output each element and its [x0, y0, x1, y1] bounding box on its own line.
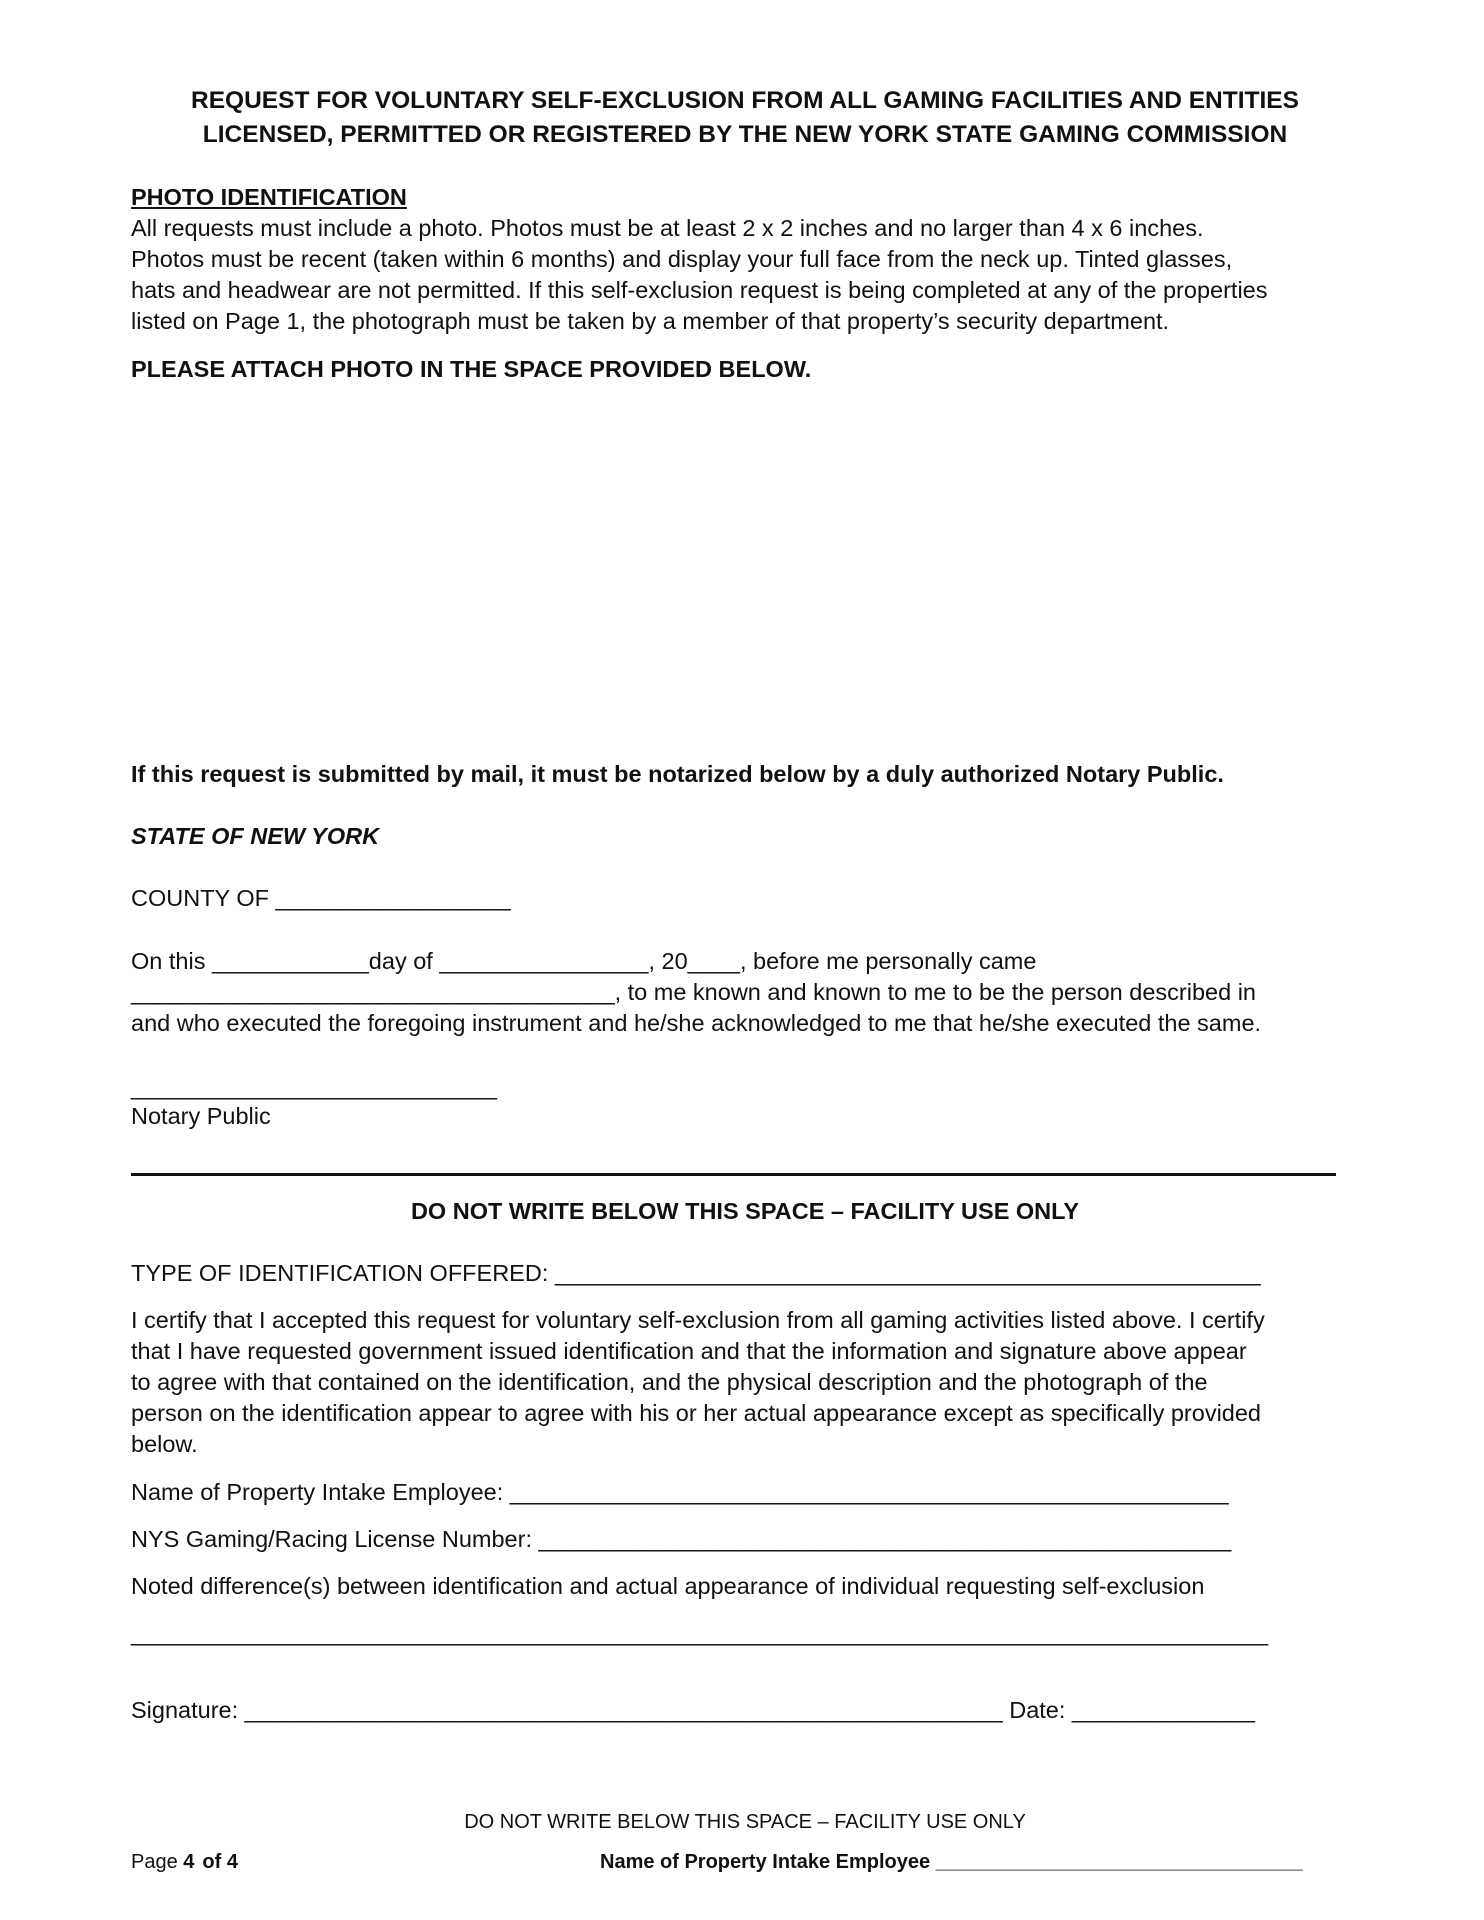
notary-public-label: Notary Public [131, 1103, 271, 1129]
page-prefix: Page [131, 1851, 184, 1873]
page-total: of 4 [202, 1851, 238, 1873]
photo-id-heading: PHOTO IDENTIFICATION [131, 184, 407, 210]
certification-line: below. [131, 1431, 198, 1457]
page-current: 4 [183, 1851, 195, 1873]
page-number [131, 1848, 238, 1876]
noted-differences-label: Noted difference(s) between identification and actual appearance of individual requesting self-exclusion [131, 1573, 1205, 1599]
facility-use-heading: DO NOT WRITE BELOW THIS SPACE – FACILITY USE ONLY [410, 1198, 1080, 1224]
footer-employee-label: Name of Property Intake Employee [600, 1851, 931, 1873]
certification-statement [131, 1305, 1361, 1460]
noted-differences-field[interactable]: _______________________________________________________________________________________ [131, 1620, 1269, 1646]
certification-line: I certify that I accepted this request for voluntary self-exclusion from all gaming activities listed above. I certify [131, 1307, 1265, 1333]
acknowledgment-line-3: and who executed the foregoing instrument and he/she acknowledged to me that he/she executed the same. [131, 1010, 1262, 1036]
mail-notary-notice: If this request is submitted by mail, it must be notarized below by a duly authorized Notary Public. [131, 761, 1224, 787]
photo-id-line: hats and headwear are not permitted. If this self-exclusion request is being completed at any of the properties [131, 277, 1268, 303]
document-title-line-1: REQUEST FOR VOLUNTARY SELF-EXCLUSION FROM ALL GAMING FACILITIES AND ENTITIES [191, 87, 1299, 114]
attach-photo-instruction: PLEASE ATTACH PHOTO IN THE SPACE PROVIDED BELOW. [131, 356, 812, 382]
footer-employee-line[interactable]: _________________________________ [935, 1851, 1303, 1873]
notary-signature-line[interactable]: ____________________________ [131, 1074, 497, 1100]
certification-line: person on the identification appear to agree with his or her actual appearance except as specifically provided [131, 1400, 1261, 1426]
acknowledgment-line-1[interactable]: On this ____________day of ________________, 20____, before me personally came [131, 948, 1037, 974]
signature-date-field[interactable]: Signature: __________________________________________________________ Date: ______________ [131, 1697, 1255, 1723]
photo-id-line: listed on Page 1, the photograph must be taken by a member of that property’s security department. [131, 308, 1170, 334]
footer-facility-note: DO NOT WRITE BELOW THIS SPACE – FACILITY USE ONLY [464, 1811, 1026, 1833]
license-number-field[interactable]: NYS Gaming/Racing License Number: _____________________________________________________ [131, 1526, 1232, 1552]
photo-id-line: Photos must be recent (taken within 6 months) and display your full face from the neck up. Tinted glasses, [131, 246, 1233, 272]
document-title-line-2: LICENSED, PERMITTED OR REGISTERED BY THE NEW YORK STATE GAMING COMMISSION [202, 121, 1288, 148]
certification-line: that I have requested government issued identification and that the information and signature above appear [131, 1338, 1247, 1364]
intake-employee-name-field[interactable]: Name of Property Intake Employee: _______________________________________________________ [131, 1479, 1229, 1505]
county-field[interactable]: COUNTY OF __________________ [131, 885, 511, 911]
section-divider [131, 1173, 1336, 1176]
certification-line: to agree with that contained on the identification, and the physical description and the photograph of the [131, 1369, 1208, 1395]
identification-type-field[interactable]: TYPE OF IDENTIFICATION OFFERED: ______________________________________________________ [131, 1260, 1261, 1286]
photo-id-line: All requests must include a photo. Photos must be at least 2 x 2 inches and no larger than 4 x 6 inches. [131, 215, 1204, 241]
acknowledgment-line-2[interactable]: _____________________________________, to me known and known to me to be the person described in [131, 979, 1256, 1005]
footer-intake-employee [600, 1848, 1303, 1876]
photo-attach-area[interactable] [131, 395, 1351, 735]
state-of-new-york: STATE OF NEW YORK [131, 823, 380, 849]
photo-id-instructions [131, 213, 1361, 337]
